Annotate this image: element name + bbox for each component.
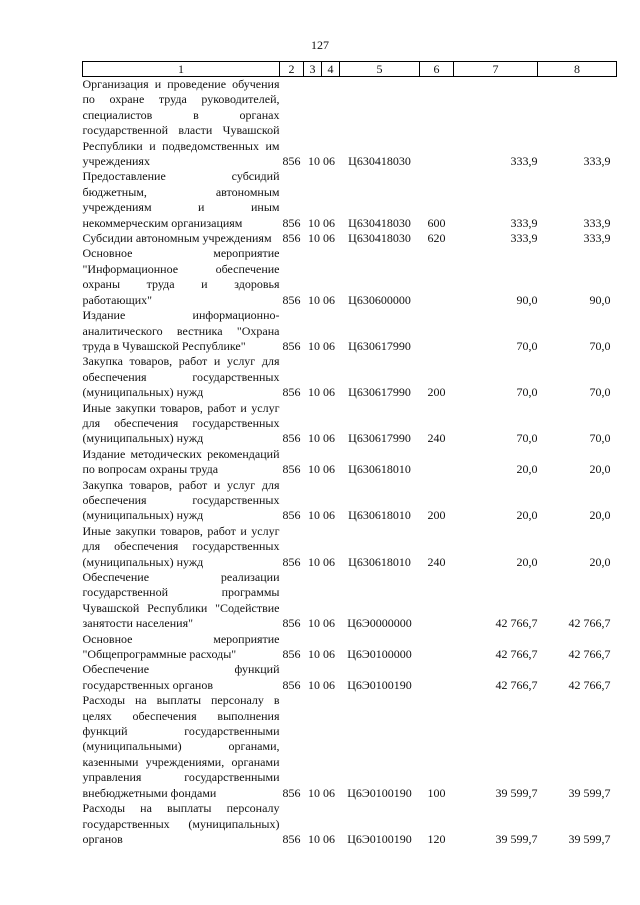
row-amount-2: 333,9 [583,215,611,230]
row-amount-2: 20,0 [589,508,611,523]
row-section-code: 10 06 [308,831,335,846]
row-amount-2: 70,0 [589,338,611,353]
row-section-code: 10 06 [308,292,335,307]
row-amount-2: 70,0 [589,385,611,400]
row-amount-2: 20,0 [589,554,611,569]
row-amount-1: 42 766,7 [495,616,538,631]
table-row [83,231,617,246]
row-section-code: 10 06 [308,431,335,446]
row-name: Организация и проведение обучения по охране труда руководителей, специалистов в органах государственной власти Чувашской Республики и подведомственных им учреждениях [82,77,280,169]
row-amount-1: 70,0 [516,431,538,446]
header-col-7: 7 [454,62,538,77]
row-section-code: 10 06 [308,154,335,169]
row-target-article: Ц630418030 [348,215,411,230]
row-expense-type [420,662,454,693]
row-name: Закупка товаров, работ и услуг для обеспечения государственных (муниципальных) нужд [82,477,280,523]
row-target-article: Ц630618010 [348,554,411,569]
row-amount-2: 42 766,7 [568,677,611,692]
row-name: Основное мероприятие "Информационное обеспечение охраны труда и здоровья работающих" [82,246,280,307]
row-target-article: Ц630618010 [348,462,411,477]
table-row [83,693,617,801]
row-amount-1: 39 599,7 [495,831,538,846]
table-row [83,447,617,478]
row-target-article: Ц6Э0100190 [347,677,412,692]
row-expense-type: 620 [427,231,446,246]
row-section-code: 10 06 [308,462,335,477]
row-expense-type: 200 [427,385,446,400]
row-section-code: 10 06 [308,338,335,353]
row-name: Издание методических рекомендаций по вопросам охраны труда [82,446,280,477]
row-ministry-code: 856 [282,292,301,307]
row-expense-type: 240 [427,554,446,569]
row-expense-type: 240 [427,431,446,446]
row-name: Обеспечение функций государственных органов [82,662,280,692]
row-ministry-code: 856 [282,677,301,692]
row-name: Предоставление субсидий бюджетным, автономным учреждениям и иным некоммерческим организациям [82,169,280,230]
row-expense-type: 120 [427,831,446,846]
row-section-code: 10 06 [308,785,335,800]
table-row [83,77,617,170]
row-amount-2: 333,9 [583,154,611,169]
row-target-article: Ц630418030 [348,231,411,246]
row-name: Обеспечение реализации государственной программы Чувашской Республики "Содействие занятости населения" [82,570,280,631]
row-target-article: Ц630618010 [348,508,411,523]
row-amount-1: 70,0 [516,385,538,400]
row-ministry-code: 856 [282,831,301,846]
row-target-article: Ц630600000 [348,292,411,307]
row-expense-type: 200 [427,508,446,523]
row-expense-type [420,308,454,354]
row-ministry-code: 856 [282,785,301,800]
row-target-article: Ц630418030 [348,154,411,169]
table-row [83,478,617,524]
row-section-code: 10 06 [308,385,335,400]
table-row [83,662,617,693]
row-amount-1: 333,9 [510,231,538,246]
table-row [83,801,617,847]
table-row [83,354,617,400]
row-target-article: Ц6Э0000000 [347,616,412,631]
row-amount-1: 20,0 [516,462,538,477]
row-target-article: Ц630617990 [348,338,411,353]
row-ministry-code: 856 [282,431,301,446]
row-ministry-code: 856 [282,554,301,569]
row-amount-2: 42 766,7 [568,616,611,631]
row-amount-1: 42 766,7 [495,647,538,662]
row-target-article: Ц6Э0100000 [347,647,412,662]
row-name: Основное мероприятие "Общепрограммные расходы" [82,631,280,662]
table-row [83,246,617,308]
row-amount-2: 39 599,7 [568,785,611,800]
row-amount-1: 333,9 [510,215,538,230]
row-amount-1: 333,9 [510,154,538,169]
table-row [83,308,617,354]
row-amount-2: 70,0 [589,431,611,446]
row-target-article: Ц6Э0100190 [347,831,412,846]
table-row [83,401,617,447]
header-row [83,62,617,77]
row-amount-2: 20,0 [589,462,611,477]
header-col-2: 2 [280,62,304,77]
row-section-code: 10 06 [308,647,335,662]
row-expense-type [420,447,454,478]
header-col-3: 3 [304,62,322,77]
row-ministry-code: 856 [282,616,301,631]
row-name: Издание информационно-аналитического вестника "Охрана труда в Чувашской Республике" [82,308,280,353]
row-section-code: 10 06 [308,215,335,230]
table-row [83,169,617,231]
row-ministry-code: 856 [282,462,301,477]
table-row [83,632,617,663]
row-section-code: 10 06 [308,616,335,631]
table-row [83,570,617,632]
row-amount-1: 39 599,7 [495,785,538,800]
row-amount-2: 42 766,7 [568,647,611,662]
row-name: Иные закупки товаров, работ и услуг для обеспечения государственных (муниципальных) нужд [82,523,280,569]
row-target-article: Ц630617990 [348,385,411,400]
header-col-1: 1 [83,62,280,77]
row-name: Иные закупки товаров, работ и услуг для обеспечения государственных (муниципальных) нужд [82,400,280,446]
row-ministry-code: 856 [282,231,301,246]
row-name: Расходы на выплаты персоналу в целях обеспечения выполнения функций государственными (муниципальными) органами, казенными учреждениями, органами управления государственными внебюджетными фондами [82,693,280,800]
table-row [83,524,617,570]
row-section-code: 10 06 [308,508,335,523]
budget-table [82,61,617,847]
row-ministry-code: 856 [282,154,301,169]
row-expense-type: 600 [427,215,446,230]
row-name: Субсидии автономным учреждениям [82,231,272,246]
row-amount-1: 90,0 [516,292,538,307]
row-ministry-code: 856 [282,508,301,523]
row-name: Расходы на выплаты персоналу государственных (муниципальных) органов [82,801,280,846]
page-number: 127 [311,38,329,52]
row-name: Закупка товаров, работ и услуг для обеспечения государственных (муниципальных) нужд [82,354,280,400]
row-ministry-code: 856 [282,338,301,353]
row-expense-type [420,246,454,308]
row-target-article: Ц6Э0100190 [347,785,412,800]
row-amount-2: 90,0 [589,292,611,307]
row-amount-1: 42 766,7 [495,677,538,692]
row-section-code: 10 06 [308,231,335,246]
row-expense-type: 100 [427,785,446,800]
row-amount-2: 333,9 [583,231,611,246]
row-amount-2: 39 599,7 [568,831,611,846]
header-col-6: 6 [420,62,454,77]
row-amount-1: 20,0 [516,508,538,523]
row-expense-type [420,77,454,170]
row-ministry-code: 856 [282,647,301,662]
header-col-5: 5 [340,62,420,77]
row-amount-1: 70,0 [516,338,538,353]
header-col-8: 8 [538,62,617,77]
header-col-4: 4 [322,62,340,77]
row-expense-type [420,632,454,663]
row-ministry-code: 856 [282,385,301,400]
row-section-code: 10 06 [308,677,335,692]
row-amount-1: 20,0 [516,554,538,569]
row-section-code: 10 06 [308,554,335,569]
row-target-article: Ц630617990 [348,431,411,446]
row-expense-type [420,570,454,632]
row-ministry-code: 856 [282,215,301,230]
